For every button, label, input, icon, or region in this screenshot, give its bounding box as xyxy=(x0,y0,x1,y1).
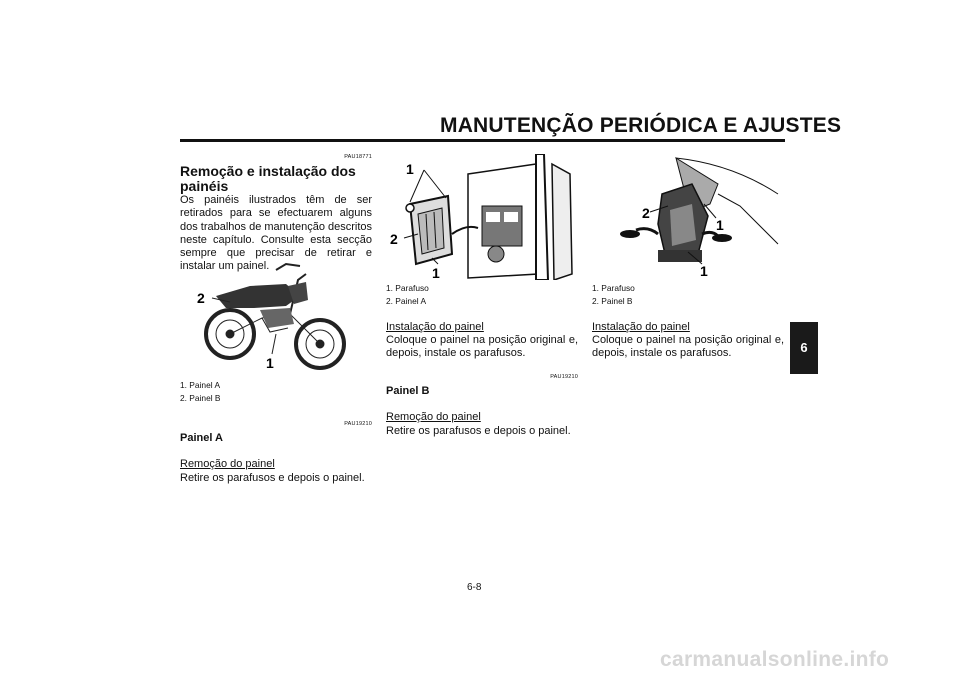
middle-panel-b-section xyxy=(386,371,578,438)
subheading-panel-b: Painel B xyxy=(386,385,430,398)
chapter-tab: 6 xyxy=(790,322,818,374)
figure-label-1-bottom: 1 xyxy=(432,265,440,280)
caption-line: 2. Painel A xyxy=(386,295,427,306)
figure-label-2: 2 xyxy=(390,231,398,247)
caption-line: 1. Painel A xyxy=(180,380,221,390)
panel-b-illustration xyxy=(592,154,785,280)
header-rule xyxy=(180,139,785,142)
caption-line: 1. Parafuso xyxy=(386,283,429,293)
section-heading: Remoção e instalação dos painéis xyxy=(180,163,356,195)
removal-text: Retire os parafusos e depois o painel. xyxy=(180,471,365,484)
caption-line: 2. Painel B xyxy=(180,392,221,403)
figure-label-1: 1 xyxy=(266,355,274,371)
section-code: PAU18771 xyxy=(344,154,372,160)
section-code: PAU19210 xyxy=(344,421,372,427)
removal-title: Remoção do painel xyxy=(180,458,275,471)
figure-label-1-bottom: 1 xyxy=(700,263,708,279)
figure-label-2: 2 xyxy=(197,290,205,306)
install-text: Coloque o painel na posição original e, depois, instale os parafusos. xyxy=(592,334,784,360)
page-number: 6-8 xyxy=(467,582,482,593)
watermark: carmanualsonline.info xyxy=(660,648,890,671)
removal-title: Remoção do painel xyxy=(386,411,481,424)
left-panel-a-section xyxy=(180,418,372,485)
figure-label-1-top: 1 xyxy=(716,217,724,233)
subheading-panel-a: Painel A xyxy=(180,432,223,445)
panel-a-illustration xyxy=(386,154,579,280)
left-figure-caption xyxy=(180,379,372,404)
figure-label-2: 2 xyxy=(642,205,650,221)
install-title: Instalação do painel xyxy=(592,321,690,333)
intro-paragraph: Os painéis ilustrados têm de ser retirados para se efectuarem alguns dos trabalhos de manutenção descritos neste capítulo. Consulte esta secção sempre que precisar de retirar e instalar um painel. xyxy=(180,194,373,273)
middle-install-section xyxy=(386,321,578,361)
figure-label-1-top: 1 xyxy=(406,161,414,177)
caption-line: 2. Painel B xyxy=(592,295,633,306)
right-install-section xyxy=(592,321,784,361)
section-code: PAU19210 xyxy=(550,374,578,380)
install-title: Instalação do painel xyxy=(386,321,484,333)
page-title: MANUTENÇÃO PERIÓDICA E AJUSTES xyxy=(440,114,842,137)
motorcycle-illustration xyxy=(190,256,362,371)
right-figure-caption xyxy=(592,282,784,307)
caption-line: 1. Parafuso xyxy=(592,283,635,293)
middle-figure-caption xyxy=(386,282,578,307)
removal-text: Retire os parafusos e depois o painel. xyxy=(386,424,571,437)
install-text: Coloque o painel na posição original e, depois, instale os parafusos. xyxy=(386,334,578,360)
